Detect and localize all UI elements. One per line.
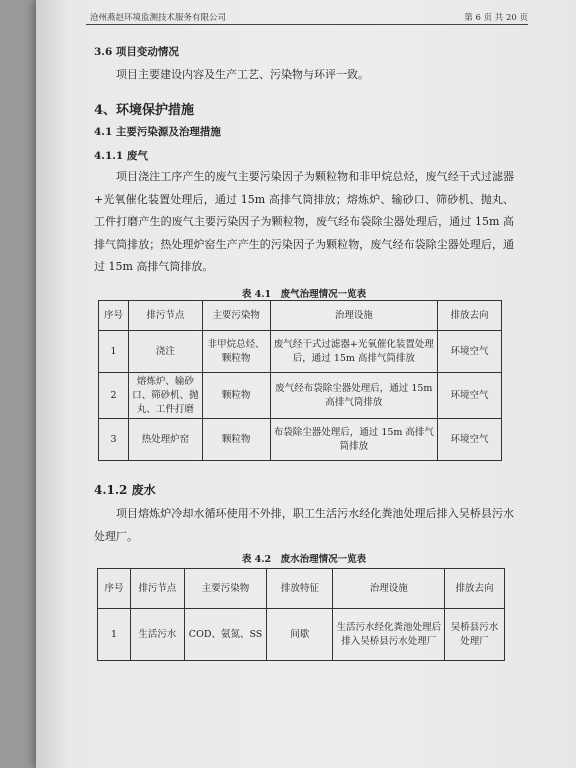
table-cell: 非甲烷总烃、颗粒物 [202,331,270,373]
table-4-1-caption: 表 4.1 废气治理情况一览表 [241,289,367,300]
table-4-2-caption: 表 4.2 废水治理情况一览表 [241,554,367,565]
table-cell: 生活污水经化粪池处理后排入吴桥县污水处理厂 [333,609,445,661]
table-cell: 2 [99,373,129,419]
table-cell: 吴桥县污水处理厂 [445,609,505,661]
table-4-1-header-cell: 序号 [99,301,129,331]
table-cell: 环境空气 [438,419,502,461]
table-cell: 1 [99,331,129,373]
document-page [36,0,576,768]
table-4-1-header-cell: 排放去向 [438,301,502,331]
table-4-1-header-cell: 排污节点 [128,301,202,331]
table-cell: 生活污水 [131,609,185,661]
table-cell: 1 [98,609,131,661]
table-cell: 废气经布袋除尘器处理后，通过 15m 高排气筒排放 [270,373,438,419]
table-cell: 环境空气 [438,373,502,419]
table-4-2-header-cell: 排放特征 [267,569,333,609]
table-cell: 废气经干式过滤器+光氧催化装置处理后，通过 15m 高排气筒排放 [270,331,438,373]
header-company: 沧州燕赵环境监测技术服务有限公司 [90,13,227,23]
section-4-heading: 4、环境保护措施 [94,103,195,118]
page-header [86,8,528,25]
table-4-2 [97,568,505,661]
table-4-2-header-cell: 排放去向 [445,569,505,609]
table-4-1-header-cell: 治理设施 [270,301,438,331]
table-4-2-header-row [98,569,505,609]
table-cell: 浇注 [128,331,202,373]
table-4-1 [98,300,502,461]
table-cell: 熔炼炉、输砂口、筛砂机、抛丸、工件打磨 [128,373,202,419]
table-row [99,331,502,373]
table-4-2-header-cell: 主要污染物 [184,569,267,609]
table-row [98,609,505,661]
section-3-6-heading: 3.6 项目变动情况 [94,46,179,58]
table-cell: 热处理炉窑 [128,419,202,461]
header-page-info: 第 6 页 共 20 页 [464,13,528,23]
table-row [99,419,502,461]
table-4-2-header-cell: 治理设施 [333,569,445,609]
table-cell: 3 [99,419,129,461]
table-cell: 颗粒物 [202,419,270,461]
table-4-1-header-row [99,301,502,331]
table-cell: COD、氨氮、SS [184,609,267,661]
table-4-2-header-cell: 排污节点 [131,569,185,609]
section-4-1-heading: 4.1 主要污染源及治理措施 [94,126,221,138]
section-3-6-text: 项目主要建设内容及生产工艺、污染物与环评一致。 [116,68,369,81]
section-4-1-2-heading: 4.1.2 废水 [94,483,156,497]
section-4-1-2-text: 项目熔炼炉冷却水循环使用不外排，职工生活污水经化粪池处理后排入吴桥县污水处理厂。 [94,507,514,543]
table-4-1-header-cell: 主要污染物 [202,301,270,331]
table-cell: 环境空气 [438,331,502,373]
section-4-1-1-text: 项目浇注工序产生的废气主要污染因子为颗粒物和非甲烷总烃，废气经干式过滤器+光氧催化装置处理后，通过 15m 高排气筒排放；熔炼炉、输砂口、筛砂机、抛丸、工件打磨产生的废气主要污染因子为颗粒物，废气经布袋除尘器处理后，通过 15m 高排气筒排放；热处理炉窑生产产生的污染因子为颗粒物，废气经布袋除尘器处理后，通过 15m 高排气筒排放。 [94,170,514,273]
table-row [99,373,502,419]
table-cell: 颗粒物 [202,373,270,419]
table-cell: 间歇 [267,609,333,661]
table-4-2-header-cell: 序号 [98,569,131,609]
table-cell: 布袋除尘器处理后，通过 15m 高排气筒排放 [270,419,438,461]
section-4-1-1-heading: 4.1.1 废气 [94,150,148,162]
